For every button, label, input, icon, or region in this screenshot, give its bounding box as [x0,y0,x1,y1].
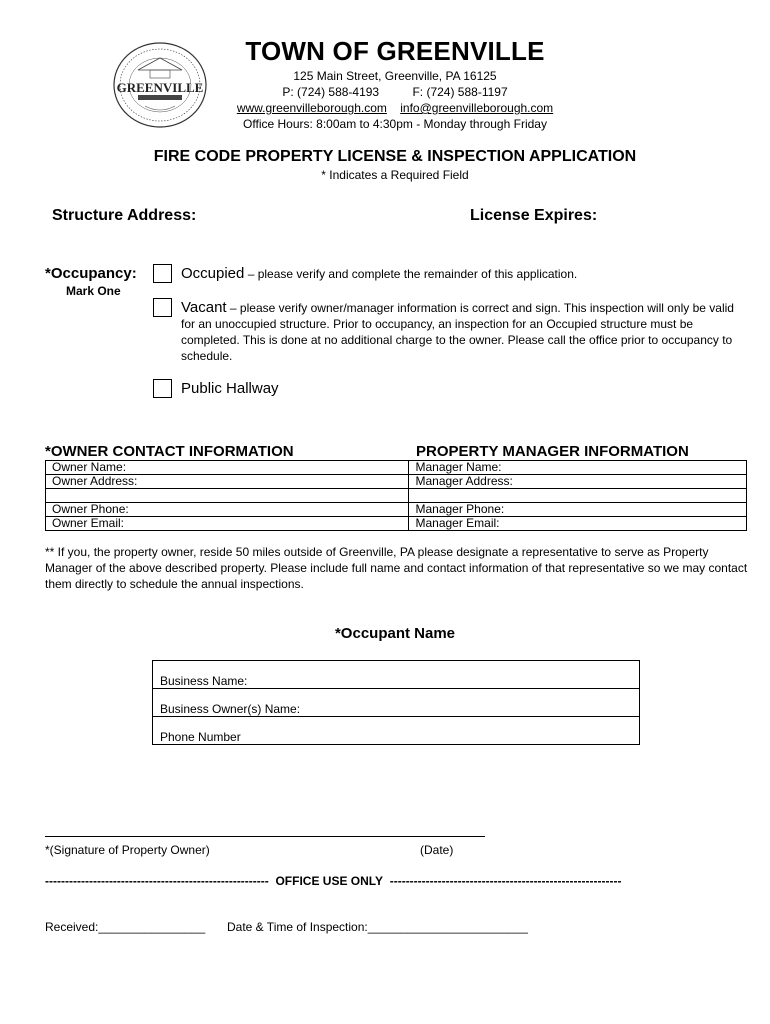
manager-phone-field[interactable]: Manager Phone: [409,503,747,517]
date-label: (Date) [420,843,454,857]
occupant-name-heading: *Occupant Name [334,625,456,642]
town-phone: P: (724) 588-4193 [282,85,380,99]
license-expires-label: License Expires: [470,207,598,224]
occupied-title: Occupied [181,265,245,282]
owner-contact-heading: *OWNER CONTACT INFORMATION [45,443,294,460]
town-web-email [160,101,630,115]
website-link[interactable]: www.greenvilleborough.com [236,101,387,115]
manager-name-field[interactable]: Manager Name: [409,461,747,475]
structure-address-label: Structure Address: [52,207,197,224]
office-dashes-right: ---------------------------------------------------------- [389,874,622,888]
public-hallway-checkbox[interactable] [153,379,172,398]
mark-one-label: Mark One [66,284,121,298]
owner-address-field[interactable]: Owner Address: [46,475,409,489]
owner-address-line2[interactable] [46,489,409,503]
inspection-datetime-field[interactable]: Date & Time of Inspection:________________________ [227,920,528,934]
office-dashes-left: -------------------------------------------------------- [45,874,269,888]
owner-phone-field[interactable]: Owner Phone: [46,503,409,517]
received-field[interactable]: Received:________________ [45,920,206,934]
owner-email-field[interactable]: Owner Email: [46,517,409,531]
office-use-label: OFFICE USE ONLY [275,874,384,888]
svg-text:GREENVILLE: GREENVILLE [116,80,204,95]
office-use-divider [45,874,745,888]
vacant-checkbox[interactable] [153,298,172,317]
business-name-field[interactable]: Business Name: [153,661,640,689]
email-link[interactable]: info@greenvilleborough.com [400,101,554,115]
occupied-checkbox[interactable] [153,264,172,283]
office-hours: Office Hours: 8:00am to 4:30pm - Monday through Friday [243,117,547,131]
town-phone-fax [160,85,630,99]
business-owner-field[interactable]: Business Owner(s) Name: [153,689,640,717]
occupied-option [181,265,761,283]
form-title: FIRE CODE PROPERTY LICENSE & INSPECTION APPLICATION [153,148,637,165]
vacant-desc: – please verify owner/manager information is correct and sign. This inspection will only be valid for an unoccupied structure. Prior to occupancy, an inspection for an Occupied structure must be completed. This is done at no additional charge to the owner. Please call the office prior to occupancy to schedule. [181,301,734,363]
contact-info-table [45,460,747,531]
required-note: * Indicates a Required Field [321,168,469,182]
phone-number-field[interactable]: Phone Number [153,717,640,745]
signature-label: *(Signature of Property Owner) [45,843,210,857]
occupied-desc: – please verify and complete the remainder of this application. [244,267,578,281]
town-address: 125 Main Street, Greenville, PA 16125 [293,69,497,83]
property-manager-note: ** If you, the property owner, reside 50 miles outside of Greenville, PA please designate a representative to serve as Property Manager of the above described property. Please include full name and contact information of that representative so we may contact them directly to schedule the annual inspections. [45,545,748,591]
owner-name-field[interactable]: Owner Name: [46,461,409,475]
town-fax: F: (724) 588-1197 [412,85,508,99]
vacant-title: Vacant [181,299,227,316]
public-hallway-title: Public Hallway [181,380,279,397]
manager-address-field[interactable]: Manager Address: [409,475,747,489]
vacant-option [181,300,746,364]
occupancy-label: *Occupancy: [45,265,137,282]
manager-info-heading: PROPERTY MANAGER INFORMATION [416,443,689,460]
manager-email-field[interactable]: Manager Email: [409,517,747,531]
occupant-table [152,660,640,745]
town-title: TOWN OF GREENVILLE [245,36,545,66]
manager-address-line2[interactable] [409,489,747,503]
signature-line[interactable] [45,836,485,837]
